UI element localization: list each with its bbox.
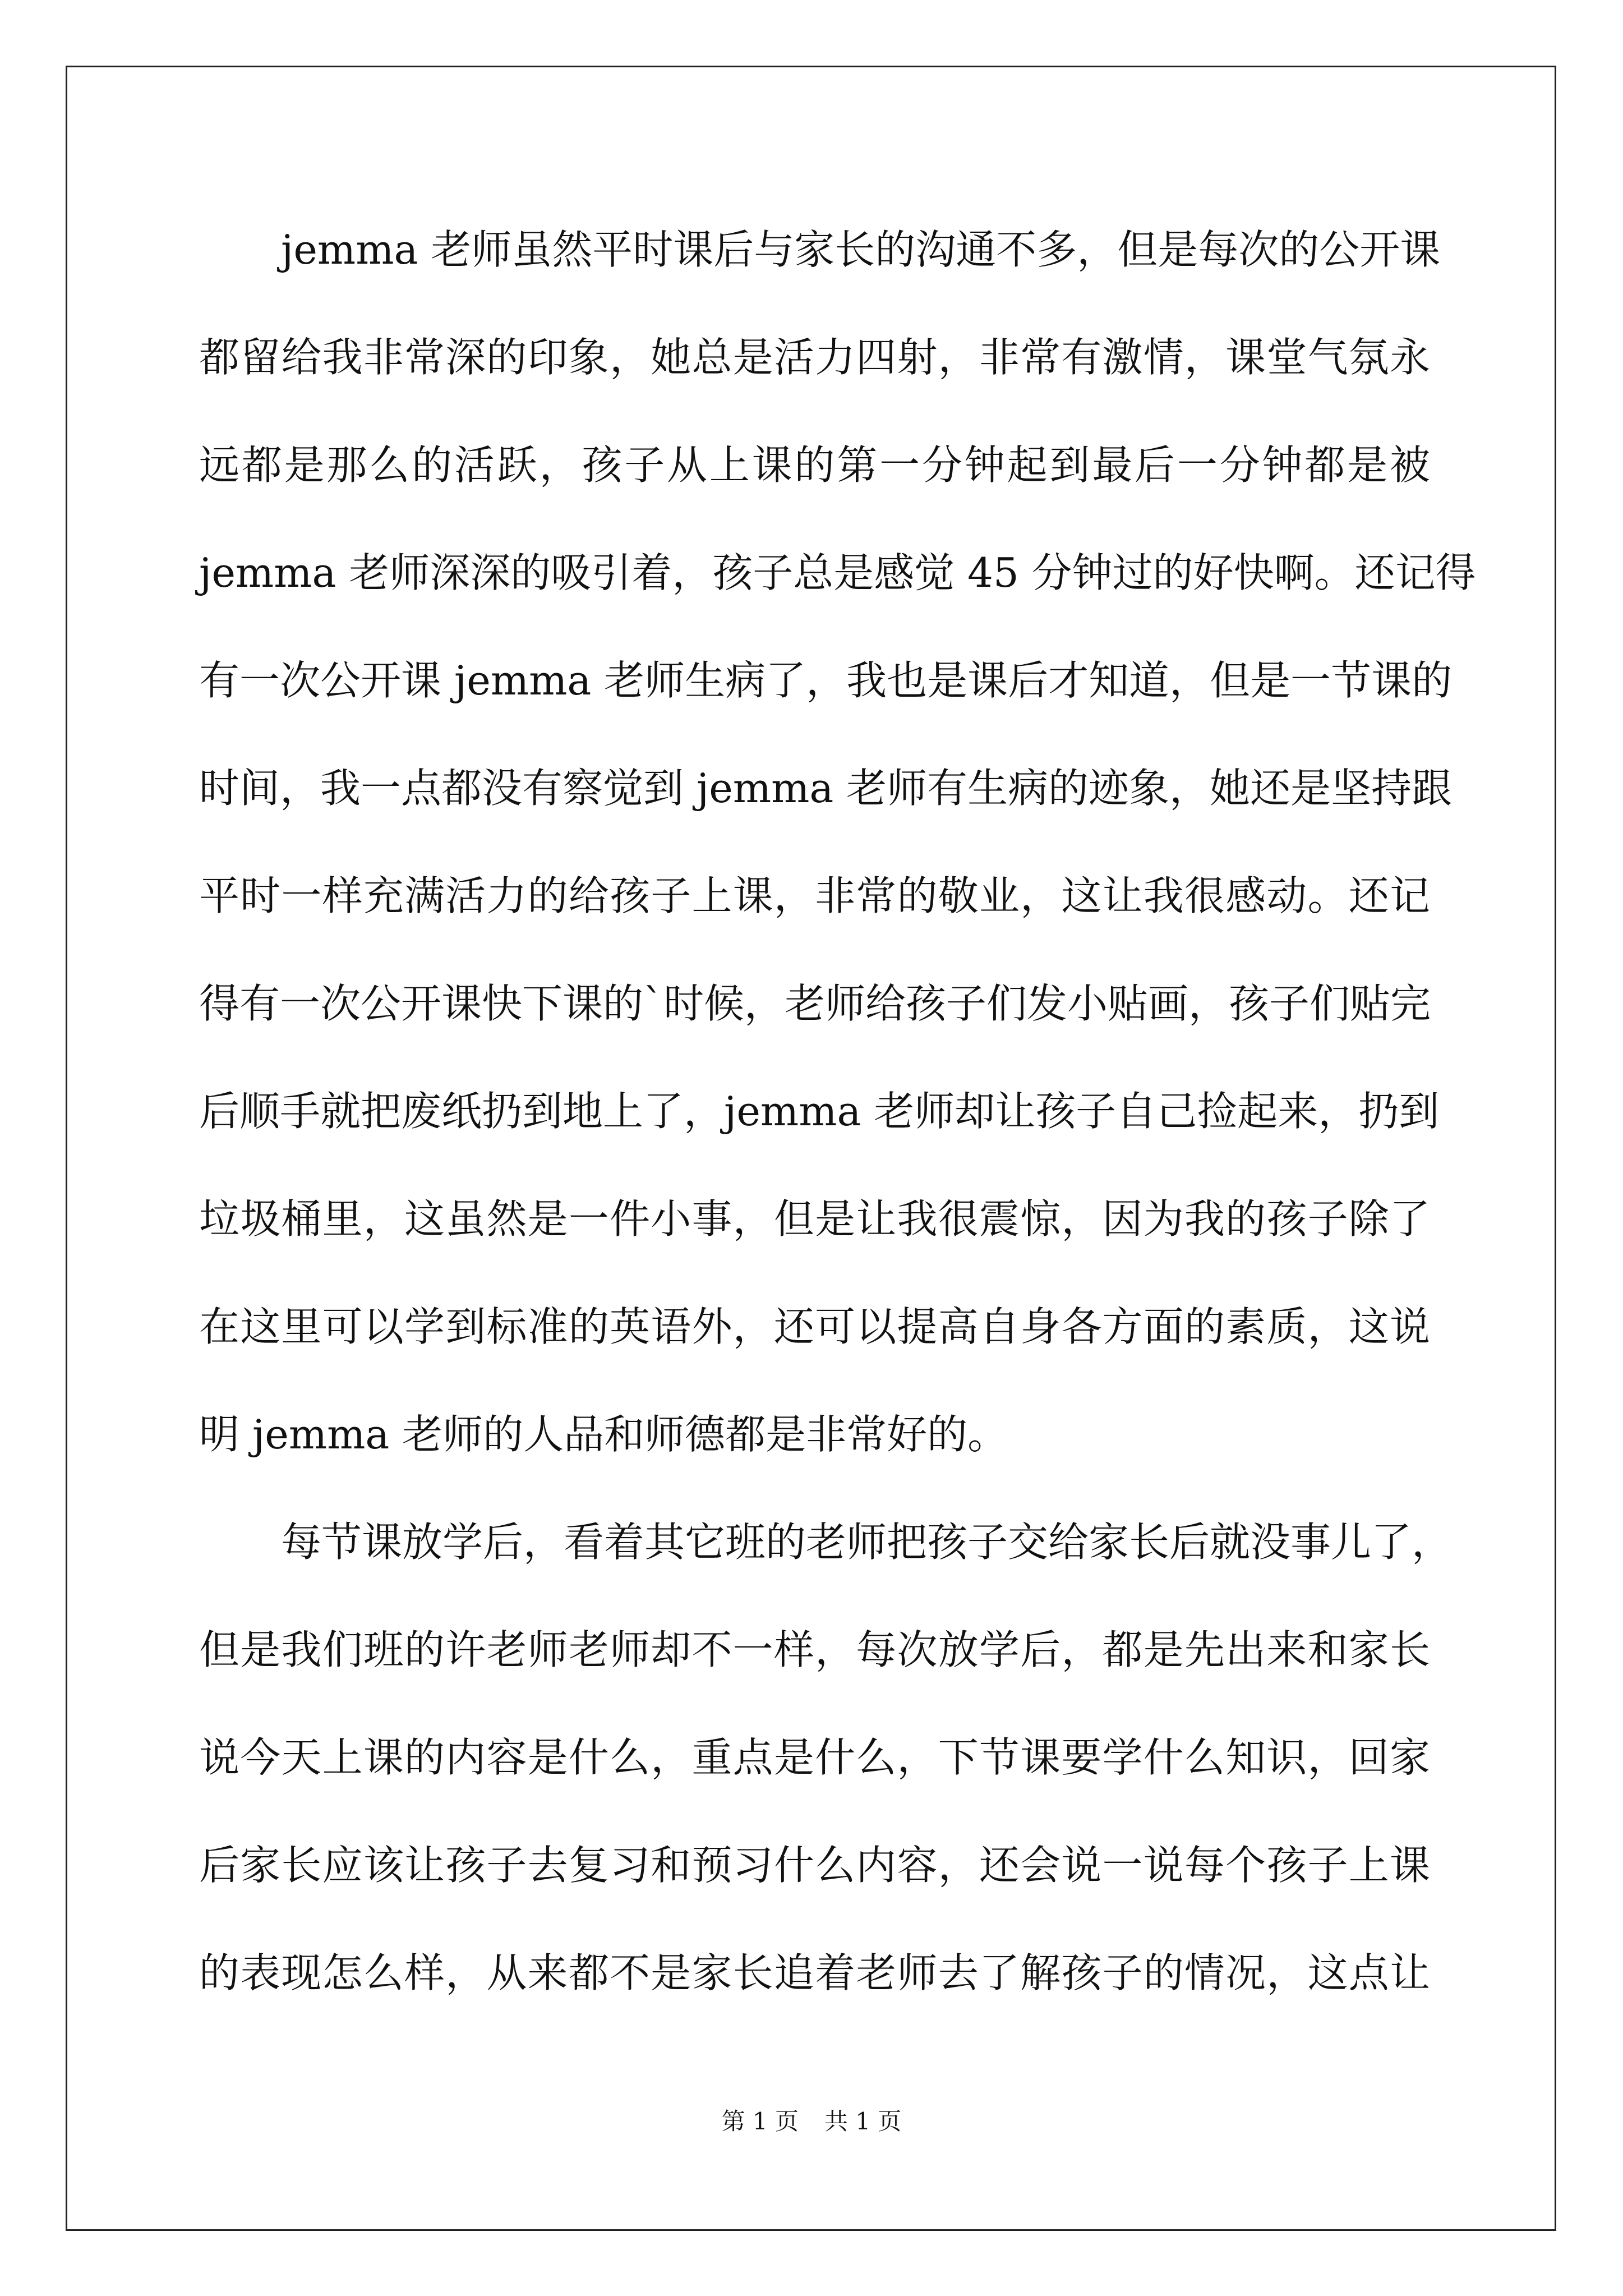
paragraph-1-line-11: 在这里可以学到标准的英语外，还可以提高自身各方面的素质，这说 [199, 1303, 1430, 1350]
paragraph-1-line-9: 后顺手就把废纸扔到地上了，jemma 老师却让孩子自己捡起来，扔到 [199, 1088, 1440, 1135]
paragraph-1-line-12: 明 jemma 老师的人品和师德都是非常好的。 [199, 1411, 1008, 1458]
page-footer [0, 2105, 1623, 2138]
page-number: 第 1 页 [721, 2108, 799, 2135]
paragraph-1-line-6: 时间，我一点都没有察觉到 jemma 老师有生病的迹象，她还是坚持跟 [199, 765, 1453, 812]
paragraph-1-line-8: 得有一次公开课快下课的`时候，老师给孩子们发小贴画，孩子们贴完 [199, 980, 1431, 1027]
paragraph-1-line-1: jemma 老师虽然平时课后与家长的沟通不多，但是每次的公开课 [281, 226, 1441, 273]
paragraph-1-line-3: 远都是那么的活跃，孩子从上课的第一分钟起到最后一分钟都是被 [199, 441, 1430, 489]
paragraph-2-line-4: 后家长应该让孩子去复习和预习什么内容，还会说一说每个孩子上课 [199, 1842, 1430, 1889]
paragraph-1-line-10: 垃圾桶里，这虽然是一件小事，但是让我很震惊，因为我的孩子除了 [199, 1195, 1430, 1243]
page-total: 共 1 页 [824, 2108, 902, 2135]
paragraph-1-line-5: 有一次公开课 jemma 老师生病了，我也是课后才知道，但是一节课的 [199, 657, 1453, 704]
document-body [199, 219, 1476, 2050]
paragraph-2-line-3: 说今天上课的内容是什么，重点是什么，下节课要学什么知识，回家 [199, 1734, 1430, 1781]
paragraph-2-line-2: 但是我们班的许老师老师却不一样，每次放学后，都是先出来和家长 [199, 1626, 1430, 1673]
paragraph-2-line-1: 每节课放学后，看着其它班的老师把孩子交给家长后就没事儿了， [281, 1519, 1453, 1566]
paragraph-1-line-2: 都留给我非常深的印象，她总是活力四射，非常有激情，课堂气氛永 [199, 334, 1430, 381]
paragraph-1-line-4: jemma 老师深深的吸引着，孩子总是感觉 45 分钟过的好快啊。还记得 [199, 549, 1476, 596]
paragraph-1-line-7: 平时一样充满活力的给孩子上课，非常的敬业，这让我很感动。还记 [199, 872, 1430, 919]
paragraph-2-line-5: 的表现怎么样，从来都不是家长追着老师去了解孩子的情况，这点让 [199, 1949, 1430, 1996]
